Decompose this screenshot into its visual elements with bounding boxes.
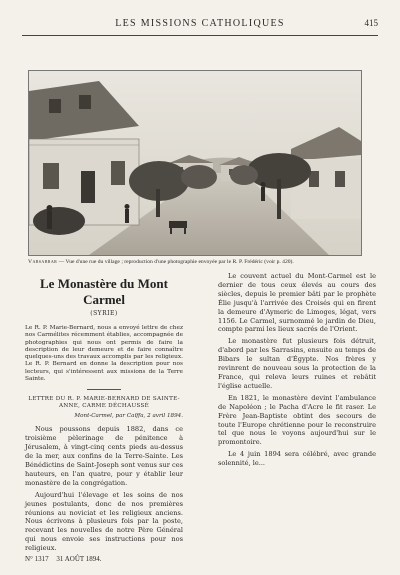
right-column xyxy=(218,272,376,471)
article-subtitle: (SYRIE) xyxy=(90,310,118,317)
issue-date: 31 AOÛT 1894. xyxy=(56,555,102,563)
body-paragraph: Le couvent actuel du Mont-Carmel est le dernier de tous ceux élevés au cours des siècles, depuis le premier bâti par le prophète Élie jusqu'à l'arrivée des Croisés qui en firent la demeure d'Aymeric de Limoges, légat, vers 1156. Le Carmel, surnommé le jardin de Dieu, compte parmi les lieux sacrés de l'Orient. xyxy=(218,272,376,334)
article-intro: Le R. P. Marie-Bernard, nous a envoyé lettre de chez nos Carmélites récemment établies, accompagnée de photographies qui nous ont permis de faire la description de leur demeure et de faire connaître quelques-uns des travaux accomplis par les religieux. Le R. P. Bernard en donne la description pour nos lecteurs, qui s'intéressent aux missions de la Terre Sainte. xyxy=(25,325,183,383)
street-photograph xyxy=(28,70,362,256)
section-divider xyxy=(87,389,121,390)
page-footer xyxy=(25,555,108,563)
page-number: 415 xyxy=(364,18,378,28)
village-street-illustration xyxy=(29,71,361,255)
letter-dateline: Mont-Carmel, par Caïffa, 2 avril 1894. xyxy=(74,413,183,420)
body-paragraph: Le monastère fut plusieurs fois détruit, d'abord par les Sarrasins, ensuite au temps de Bibars le sultan d'Égypte. Nos frères y revinrent de nouveau sous la protection de la France, qui releva leurs ruines et rebâtit l'église actuelle. xyxy=(218,337,376,390)
left-column xyxy=(25,274,183,556)
letter-heading: LETTRE DU R. P. MARIE-BERNARD DE SAINTE-ANNE, CARME DÉCHAUSSÉ xyxy=(28,396,180,410)
photo-caption xyxy=(28,259,370,266)
issue-number: N° 1317 xyxy=(25,555,49,563)
caption-text: — Vue d'une rue du village ; reproduction d'une photographie envoyée par le R. P. Frédéric (voir p. 420). xyxy=(58,259,294,265)
body-paragraph: Aujourd'hui l'élevage et les soins de nos jeunes postulants, donc de nos premières réunions au noviciat et les religieux anciens. Nous écrivons à plusieurs fois par la poste, recevant les nouvelles de notre Père Général qui nous envoie ses instructions pour nos religieux. xyxy=(25,490,183,553)
article-title: Le Monastère du Mont Carmel xyxy=(40,276,168,307)
header-title: LES MISSIONS CATHOLIQUES xyxy=(115,18,285,29)
body-paragraph: En 1821, le monastère devint l'ambulance de Napoléon ; le Pacha d'Acre le fit raser. Le Frère Jean-Baptiste obtint des secours de toute l'Europe chrétienne pour le reconstruire tel que nous le voyons aujourd'hui sur le promontoire. xyxy=(218,393,376,447)
body-paragraph: Le 4 juin 1894 sera célébré, avec grande solennité, le... xyxy=(218,450,376,468)
caption-place: Varsabrar xyxy=(28,259,58,265)
body-paragraph: Nous poussons depuis 1882, dans ce troisième pèlerinage de pénitence à Jérusalem, à vingt-cinq cents pieds au-dessus de la mer, aux confins de la Terre-Sainte. Les Bénédictins de Saint-Joseph sont venus sur ces hauteurs, en l'an quatre, pour y établir leur monastère de la congrégation. xyxy=(25,425,183,487)
header-rule xyxy=(22,35,378,36)
page-header xyxy=(22,16,378,36)
